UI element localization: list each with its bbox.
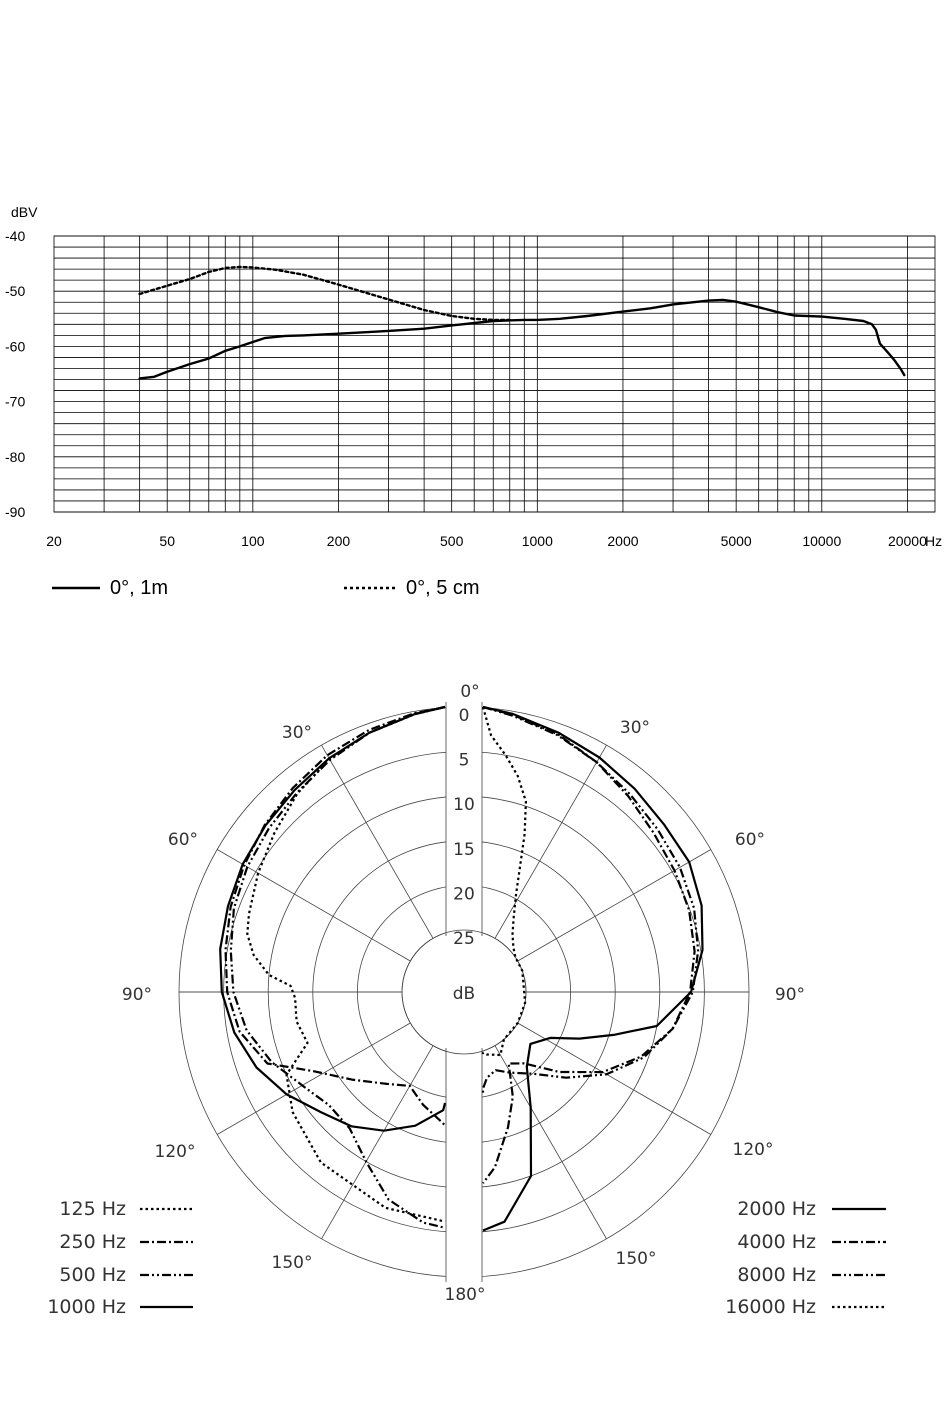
frequency-response-legend [52,577,480,599]
radial-tick-label: 15 [453,839,475,860]
x-axis-label: Hz [925,533,943,549]
y-axis-label: dBV [11,204,38,220]
y-tick-label: -70 [5,393,26,410]
radial-tick-label: 25 [453,929,475,949]
y-tick-labels [5,228,25,520]
angle-label-90-left: 90° [121,985,153,1005]
y-tick-label: -50 [5,283,26,300]
polar-curve-16000hz [483,707,526,1055]
legend-label-1m: 0°, 1m [110,577,169,599]
y-tick-label: -90 [5,504,26,520]
polar-legend-label-left: 250 Hz [59,1231,126,1253]
radial-tick-label: 10 [453,795,475,816]
frequency-response-grid [54,236,935,512]
radial-tick-label: 5 [458,750,470,771]
polar-legend-label-left: 125 Hz [59,1198,126,1220]
radial-tick-label: 0 [458,706,470,726]
angle-label-30-left: 30° [281,723,313,743]
y-tick-label: -80 [5,448,26,465]
polar-curve-2000hz [483,707,703,1231]
polar-legend-label-right: 8000 Hz [737,1264,816,1286]
radial-tick-label: 20 [453,884,475,905]
x-tick-label: 50 [159,533,175,549]
series-line-5cm [140,267,510,320]
x-tick-label: 2000 [607,533,639,549]
y-tick-label: -40 [5,228,26,244]
polar-legend-label-right: 2000 Hz [737,1198,816,1220]
angle-label-30-right: 30° [619,718,651,738]
x-tick-label: 500 [440,533,464,549]
polar-pattern-chart [47,682,886,1318]
x-tick-label: 5000 [720,533,752,549]
x-tick-label: 1000 [521,533,553,549]
polar-zero-label: 0° [460,682,480,702]
y-tick-label: -60 [5,338,26,355]
angle-label-120-left: 120° [154,1142,196,1162]
legend-label-5cm: 0°, 5 cm [406,577,480,599]
x-tick-label: 100 [241,533,265,549]
x-tick-label: 10000 [802,533,842,549]
x-tick-labels [46,533,927,549]
angle-label-60-right: 60° [734,830,766,850]
x-tick-label: 20000 [887,533,927,549]
angle-label-150-right: 150° [615,1249,657,1269]
frequency-response-chart [5,204,942,599]
polar-curve-4000hz [483,707,695,1183]
polar-center-label: dB [452,984,476,1004]
polar-legend-label-right: 16000 Hz [725,1296,816,1318]
angle-label-120-right: 120° [732,1140,774,1160]
polar-curve-125hz [247,707,445,1222]
polar-legend-label-right: 4000 Hz [737,1231,816,1253]
angle-label-60-left: 60° [167,830,199,850]
angle-label-150-left: 150° [271,1253,313,1273]
polar-legend-label-left: 1000 Hz [47,1296,126,1318]
polar-legend-label-left: 500 Hz [59,1264,126,1286]
frequency-response-curves [140,267,905,379]
x-tick-label: 20 [46,533,62,549]
plot-frame [54,236,935,512]
series-line-1m [140,300,905,378]
angle-label-180: 180° [444,1285,486,1305]
x-tick-label: 200 [326,533,351,549]
angle-label-90-right: 90° [774,985,806,1005]
